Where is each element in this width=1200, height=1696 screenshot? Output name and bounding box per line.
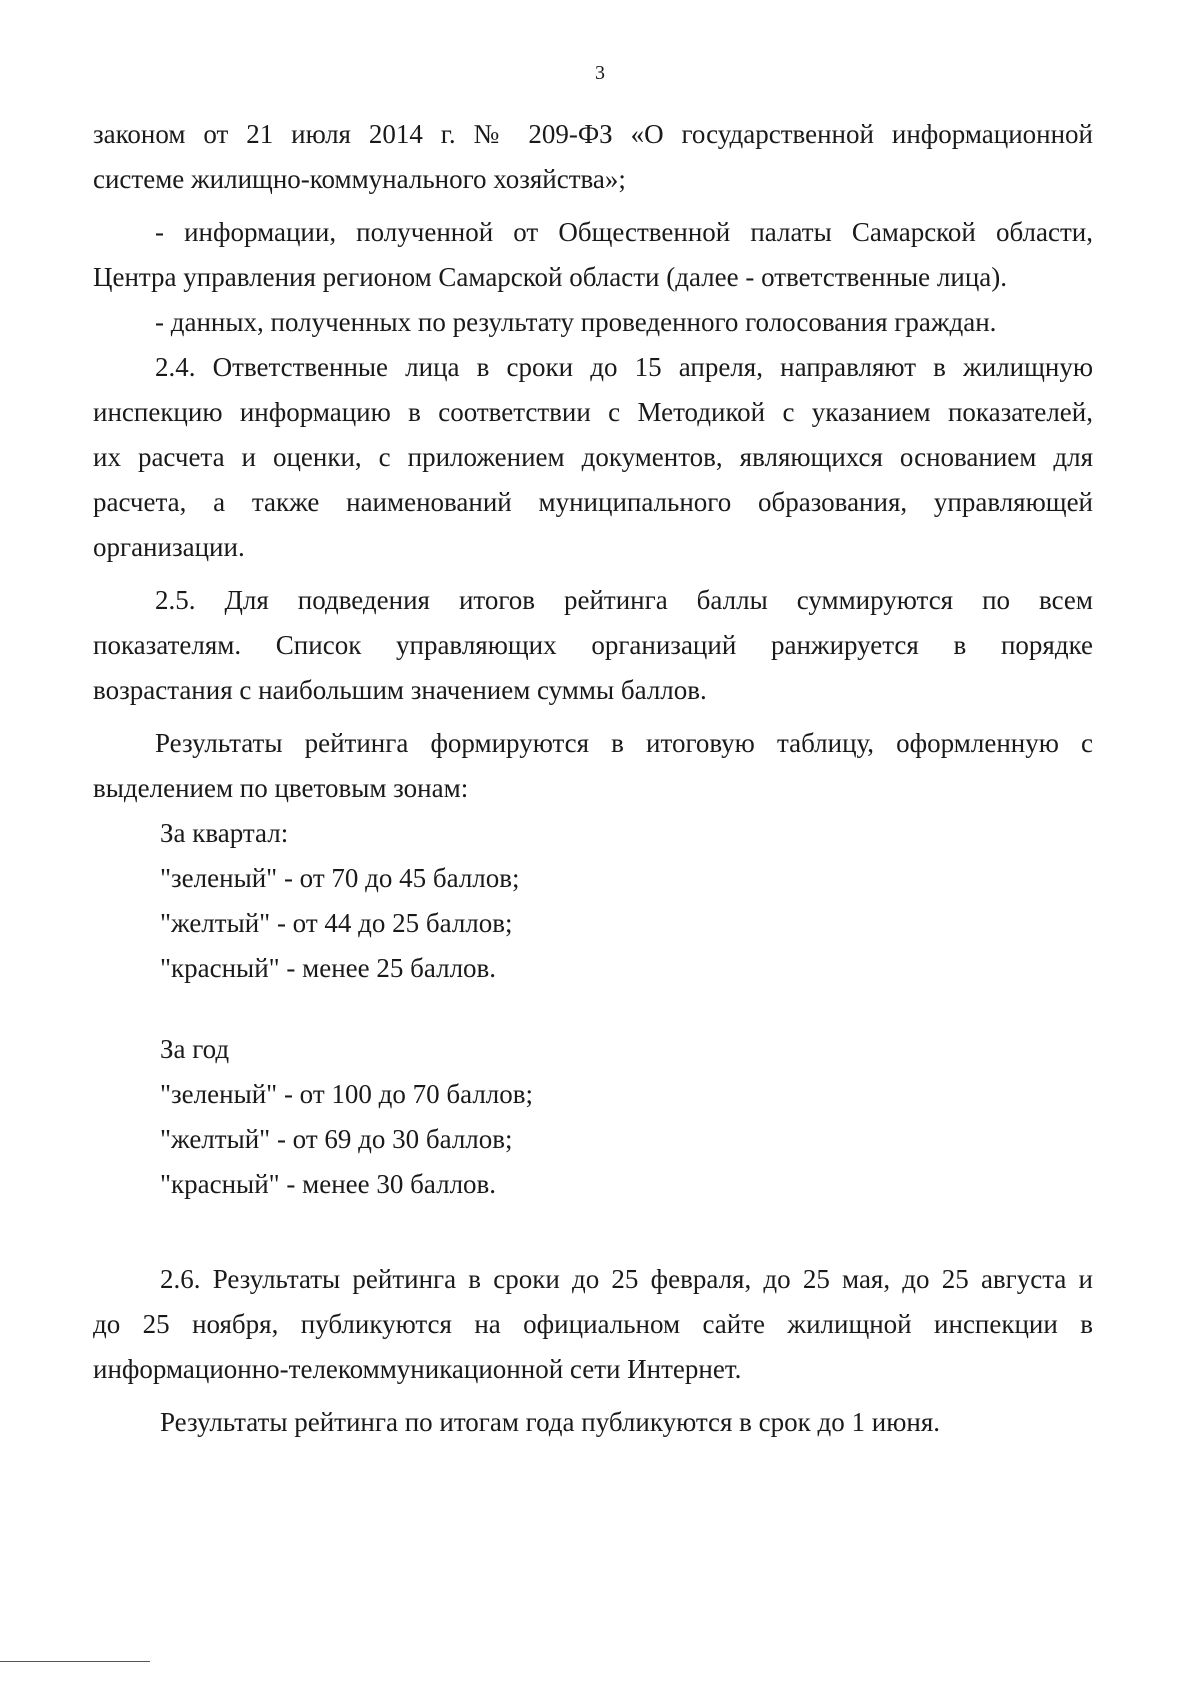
quarter-yellow-zone: "желтый" - от 44 до 25 баллов; [160, 908, 513, 938]
footnote-divider [0, 1661, 150, 1662]
text-line: возрастания с наибольшим значением суммы баллов. [93, 675, 707, 705]
text-line: законом от 21 июля 2014 г. № 209-ФЗ «О государственной информационной [93, 119, 1093, 149]
text-line: инспекцию информацию в соответствии с Методикой с указанием показателей, [93, 397, 1093, 427]
text-line: расчета, а также наименований муниципального образования, управляющей [93, 487, 1093, 517]
paragraph-law-reference [93, 112, 1093, 202]
year-yellow-zone: "желтый" - от 69 до 30 баллов; [160, 1124, 513, 1154]
year-zones [93, 1027, 1093, 1207]
text-line: 2.6. Результаты рейтинга в сроки до 25 февраля, до 25 мая, до 25 августа и [160, 1264, 1093, 1294]
text-line: Результаты рейтинга формируются в итоговую таблицу, оформленную с [155, 728, 1093, 758]
text-line: 2.5. Для подведения итогов рейтинга баллы суммируются по всем [155, 585, 1093, 615]
paragraph-voting-data [93, 300, 1093, 345]
text-line: информационно-телекоммуникационной сети Интернет. [93, 1354, 742, 1384]
paragraph-2-5 [93, 578, 1093, 713]
text-line: - данных, полученных по результату проведенного голосования граждан. [155, 307, 997, 337]
document-body [93, 112, 1093, 1445]
text-line: системе жилищно-коммунального хозяйства»; [93, 164, 626, 194]
text-line: - информации, полученной от Общественной палаты Самарской области, [155, 217, 1093, 247]
paragraph-annual-results [93, 1400, 1093, 1445]
text-line: их расчета и оценки, с приложением документов, являющихся основанием для [93, 442, 1093, 472]
quarter-red-zone: "красный" - менее 25 баллов. [160, 953, 497, 983]
paragraph-public-chamber-info [93, 210, 1093, 300]
quarter-heading: За квартал: [160, 818, 289, 848]
text-line: Результаты рейтинга по итогам года публикуются в срок до 1 июня. [160, 1407, 941, 1437]
paragraph-2-4 [93, 345, 1093, 570]
paragraph-results-table [93, 721, 1093, 811]
quarter-green-zone: "зеленый" - от 70 до 45 баллов; [160, 863, 520, 893]
text-line: до 25 ноября, публикуются на официальном сайте жилищной инспекции в [93, 1309, 1093, 1339]
text-line: показателям. Список управляющих организаций ранжируется в порядке [93, 630, 1093, 660]
year-heading: За год [160, 1034, 230, 1064]
page-number: 3 [595, 62, 605, 84]
paragraph-2-6 [93, 1257, 1093, 1392]
year-green-zone: "зеленый" - от 100 до 70 баллов; [160, 1079, 534, 1109]
text-line: организации. [93, 532, 245, 562]
quarter-zones [93, 811, 1093, 991]
text-line: 2.4. Ответственные лица в сроки до 15 апреля, направляют в жилищную [155, 352, 1093, 382]
year-red-zone: "красный" - менее 30 баллов. [160, 1169, 497, 1199]
text-line: Центра управления регионом Самарской области (далее - ответственные лица). [93, 262, 1007, 292]
text-line: выделением по цветовым зонам: [93, 773, 469, 803]
